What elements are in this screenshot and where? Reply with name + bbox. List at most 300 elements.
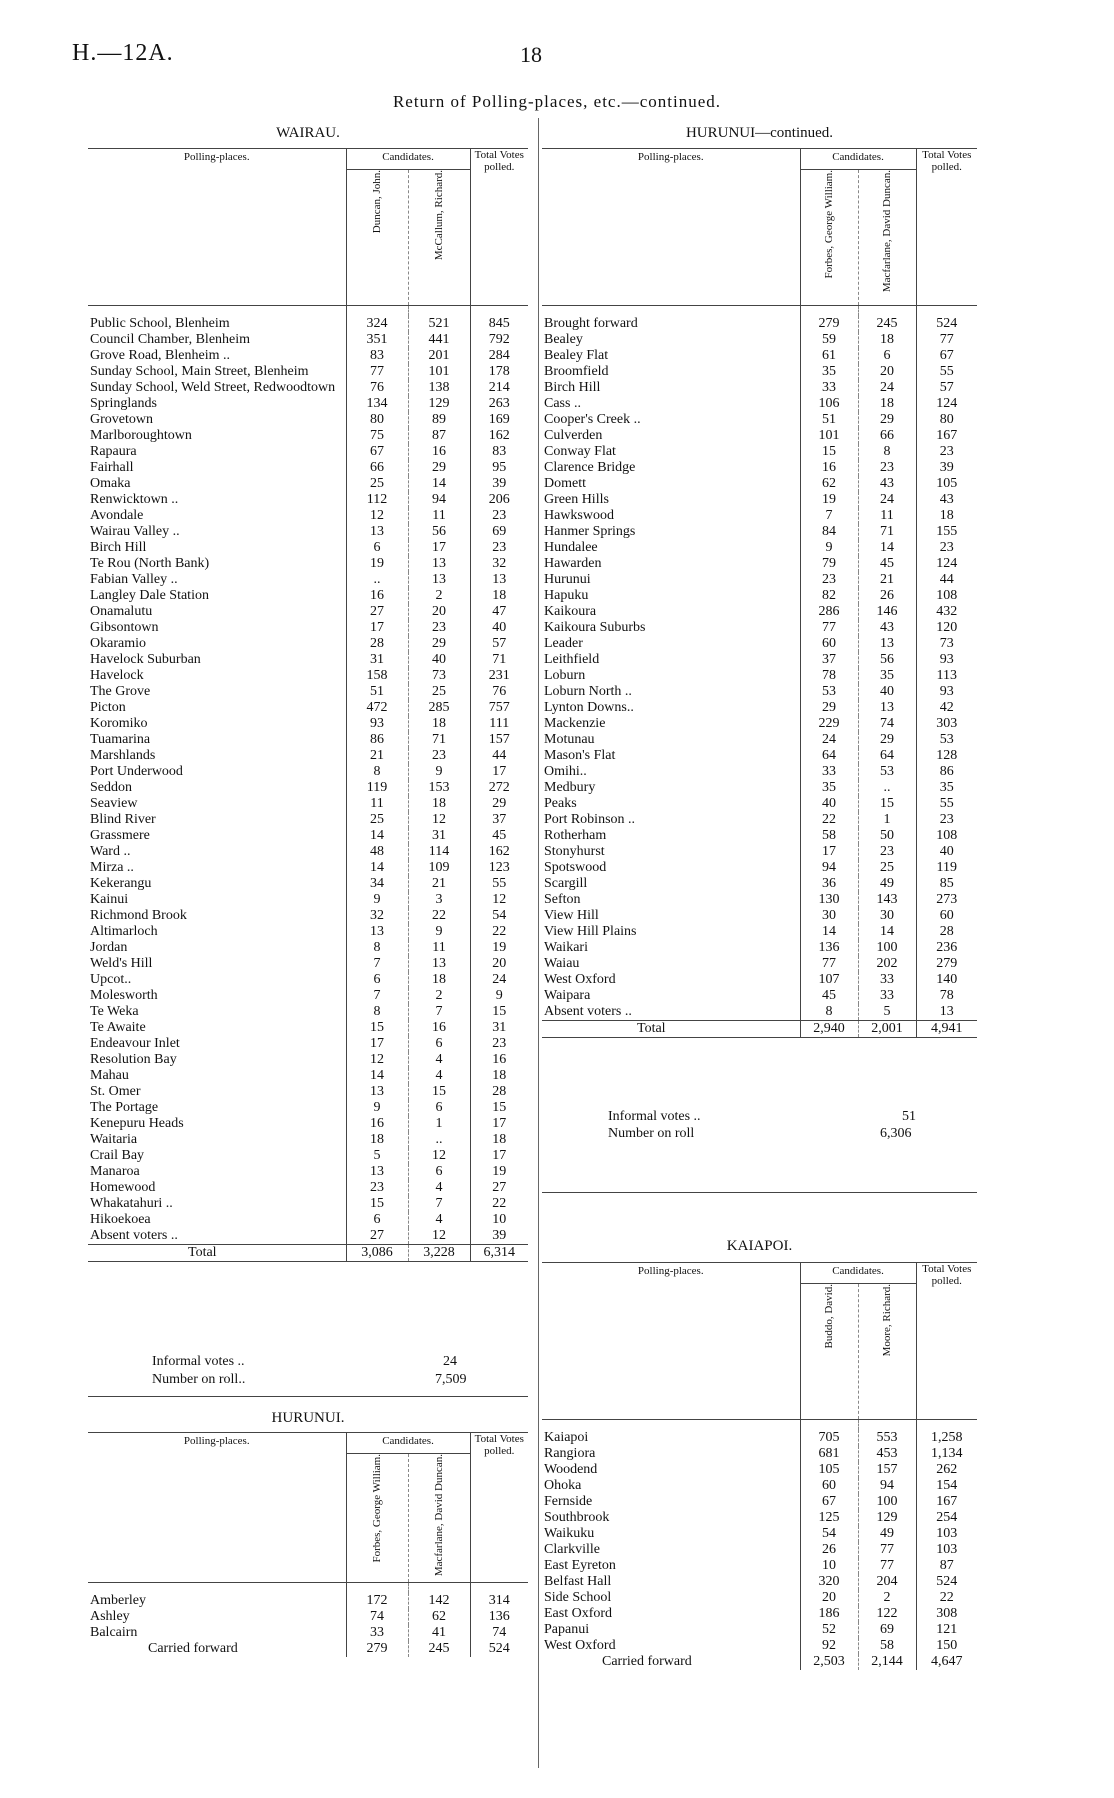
table-row bbox=[542, 892, 977, 908]
vote-cell: 845 bbox=[470, 316, 528, 332]
vote-cell: 42 bbox=[916, 700, 977, 716]
vote-cell: 16 bbox=[408, 1020, 470, 1036]
vote-cell: 69 bbox=[858, 1622, 916, 1638]
vote-cell: 13 bbox=[346, 1164, 408, 1180]
table-row bbox=[542, 540, 977, 556]
polling-place-name: Motunau bbox=[544, 732, 595, 747]
carried-cell: 524 bbox=[470, 1641, 528, 1657]
vote-cell: 73 bbox=[916, 636, 977, 652]
vote-cell: 284 bbox=[470, 348, 528, 364]
table-row bbox=[542, 780, 977, 796]
roll-value: 7,509 bbox=[435, 1372, 467, 1387]
table-row bbox=[542, 508, 977, 524]
polling-place-name: Jordan bbox=[90, 940, 128, 955]
vote-cell: 31 bbox=[408, 828, 470, 844]
polling-place-name: Mackenzie bbox=[544, 716, 606, 731]
polling-place-name: Whakatahuri .. bbox=[90, 1196, 173, 1211]
vote-cell: 66 bbox=[858, 428, 916, 444]
vote-cell: 10 bbox=[470, 1212, 528, 1228]
vote-cell: 18 bbox=[858, 332, 916, 348]
table-row bbox=[88, 1148, 528, 1164]
vote-cell: 77 bbox=[800, 620, 858, 636]
informal-value: 51 bbox=[902, 1109, 916, 1124]
vote-cell: 12 bbox=[346, 1052, 408, 1068]
vote-cell: 272 bbox=[470, 780, 528, 796]
vote-cell: 23 bbox=[800, 572, 858, 588]
vote-cell: 55 bbox=[916, 796, 977, 812]
polling-place-name: Mason's Flat bbox=[544, 748, 616, 763]
table-row bbox=[88, 444, 528, 460]
candidates-header: Candidates. bbox=[800, 1263, 916, 1284]
polling-place-name: Waiau bbox=[544, 956, 580, 971]
vote-cell: 23 bbox=[470, 508, 528, 524]
polling-place-name: Fairhall bbox=[90, 460, 134, 475]
table-row bbox=[542, 716, 977, 732]
vote-cell: 10 bbox=[800, 1558, 858, 1574]
vote-cell: 153 bbox=[408, 780, 470, 796]
table-row bbox=[88, 716, 528, 732]
table-row bbox=[88, 588, 528, 604]
vote-cell: 112 bbox=[346, 492, 408, 508]
polling-place-name: St. Omer bbox=[90, 1084, 141, 1099]
polling-place-name: Upcot.. bbox=[90, 972, 132, 987]
table-row bbox=[88, 540, 528, 556]
polling-place-name: Kaiapoi bbox=[544, 1430, 589, 1445]
vote-cell: 123 bbox=[470, 860, 528, 876]
table-row bbox=[542, 684, 977, 700]
vote-cell: 1 bbox=[408, 1116, 470, 1132]
vote-cell: 69 bbox=[470, 524, 528, 540]
polling-place-name: Endeavour Inlet bbox=[90, 1036, 180, 1051]
polling-place-name: Southbrook bbox=[544, 1510, 610, 1525]
vote-cell: 32 bbox=[470, 556, 528, 572]
vote-cell: 122 bbox=[858, 1606, 916, 1622]
vote-cell: 17 bbox=[470, 764, 528, 780]
vote-cell: 262 bbox=[916, 1462, 977, 1478]
total-votes-header: Total Votes polled. bbox=[470, 149, 528, 306]
vote-cell: 279 bbox=[916, 956, 977, 972]
vote-cell: 32 bbox=[346, 908, 408, 924]
vote-cell: 54 bbox=[800, 1526, 858, 1542]
vote-cell: 107 bbox=[800, 972, 858, 988]
wairau-table bbox=[88, 148, 528, 1262]
vote-cell: 24 bbox=[858, 492, 916, 508]
table-row bbox=[542, 1606, 977, 1622]
vote-cell: 16 bbox=[408, 444, 470, 460]
polling-place-name: Leader bbox=[544, 636, 583, 651]
vote-cell: 11 bbox=[408, 940, 470, 956]
vote-cell: 108 bbox=[916, 828, 977, 844]
vote-cell: 12 bbox=[408, 1228, 470, 1245]
vote-cell: 8 bbox=[346, 940, 408, 956]
polling-place-name: Blind River bbox=[90, 812, 156, 827]
table-row bbox=[542, 1574, 977, 1590]
vote-cell: 25 bbox=[858, 860, 916, 876]
vote-cell: 14 bbox=[858, 924, 916, 940]
vote-cell: 5 bbox=[346, 1148, 408, 1164]
vote-cell: 27 bbox=[470, 1180, 528, 1196]
vote-cell: 101 bbox=[408, 364, 470, 380]
table-row bbox=[542, 908, 977, 924]
vote-cell: 8 bbox=[800, 1004, 858, 1021]
table-row bbox=[542, 796, 977, 812]
table-row bbox=[88, 428, 528, 444]
vote-cell: 6 bbox=[346, 972, 408, 988]
vote-cell: 12 bbox=[470, 892, 528, 908]
vote-cell: 129 bbox=[858, 1510, 916, 1526]
vote-cell: 18 bbox=[408, 716, 470, 732]
vote-cell: 18 bbox=[408, 972, 470, 988]
vote-cell: 25 bbox=[346, 812, 408, 828]
polling-place-name: Onamalutu bbox=[90, 604, 153, 619]
vote-cell: 757 bbox=[470, 700, 528, 716]
vote-cell: 44 bbox=[470, 748, 528, 764]
vote-cell: 263 bbox=[470, 396, 528, 412]
vote-cell: 432 bbox=[916, 604, 977, 620]
vote-cell: 83 bbox=[346, 348, 408, 364]
table-row bbox=[88, 908, 528, 924]
section-rule bbox=[542, 1192, 977, 1193]
vote-cell: 29 bbox=[470, 796, 528, 812]
vote-cell: 9 bbox=[346, 1100, 408, 1116]
vote-cell: 162 bbox=[470, 844, 528, 860]
vote-cell: 26 bbox=[858, 588, 916, 604]
table-row bbox=[88, 748, 528, 764]
polling-place-name: Hawkswood bbox=[544, 508, 614, 523]
vote-cell: 12 bbox=[408, 1148, 470, 1164]
polling-place-name: Wairau Valley .. bbox=[90, 524, 180, 539]
polling-place-name: Bealey Flat bbox=[544, 348, 609, 363]
polling-place-name: Spotswood bbox=[544, 860, 607, 875]
vote-cell: 82 bbox=[800, 588, 858, 604]
vote-cell: 3 bbox=[408, 892, 470, 908]
vote-cell: 6 bbox=[408, 1100, 470, 1116]
table-row bbox=[88, 412, 528, 428]
vote-cell: 77 bbox=[858, 1542, 916, 1558]
vote-cell: 229 bbox=[800, 716, 858, 732]
polling-place-name: Mahau bbox=[90, 1068, 129, 1083]
vote-cell: 45 bbox=[470, 828, 528, 844]
vote-cell: 73 bbox=[408, 668, 470, 684]
polling-place-name: Papanui bbox=[544, 1622, 590, 1637]
table-row bbox=[542, 636, 977, 652]
vote-cell: 94 bbox=[800, 860, 858, 876]
vote-cell: 18 bbox=[408, 796, 470, 812]
table-row bbox=[88, 348, 528, 364]
vote-cell: 285 bbox=[408, 700, 470, 716]
vote-cell: 105 bbox=[800, 1462, 858, 1478]
informal-label: Informal votes .. bbox=[608, 1109, 701, 1124]
polling-place-name: View Hill Plains bbox=[544, 924, 637, 939]
total-cell: 6,314 bbox=[470, 1245, 528, 1262]
polling-place-name: Absent voters .. bbox=[544, 1004, 632, 1019]
vote-cell: 21 bbox=[346, 748, 408, 764]
polling-place-name: Okaramio bbox=[90, 636, 146, 651]
polling-place-name: The Portage bbox=[90, 1100, 159, 1115]
vote-cell: 14 bbox=[800, 924, 858, 940]
vote-cell: 28 bbox=[916, 924, 977, 940]
vote-cell: 18 bbox=[470, 1068, 528, 1084]
vote-cell: 60 bbox=[800, 636, 858, 652]
vote-cell: 121 bbox=[916, 1622, 977, 1638]
candidate-name: Forbes, George William. bbox=[371, 1454, 383, 1563]
vote-cell: 681 bbox=[800, 1446, 858, 1462]
vote-cell: 28 bbox=[470, 1084, 528, 1100]
vote-cell: 125 bbox=[800, 1510, 858, 1526]
vote-cell: 47 bbox=[470, 604, 528, 620]
vote-cell: 324 bbox=[346, 316, 408, 332]
vote-cell: 62 bbox=[408, 1609, 470, 1625]
polling-place-name: Springlands bbox=[90, 396, 157, 411]
polling-place-name: Belfast Hall bbox=[544, 1574, 612, 1589]
vote-cell: 11 bbox=[858, 508, 916, 524]
candidates-header: Candidates. bbox=[800, 149, 916, 170]
table-row bbox=[88, 636, 528, 652]
vote-cell: 18 bbox=[470, 1132, 528, 1148]
vote-cell: 13 bbox=[916, 1004, 977, 1021]
vote-cell: 7 bbox=[346, 988, 408, 1004]
table-row bbox=[542, 460, 977, 476]
polling-place-name: Culverden bbox=[544, 428, 603, 443]
polling-place-name: Omaka bbox=[90, 476, 131, 491]
vote-cell: 11 bbox=[408, 508, 470, 524]
vote-cell: 279 bbox=[800, 316, 858, 332]
polling-place-name: Rapaura bbox=[90, 444, 137, 459]
vote-cell: 19 bbox=[470, 940, 528, 956]
polling-place-name: Te Awaite bbox=[90, 1020, 146, 1035]
vote-cell: 59 bbox=[800, 332, 858, 348]
polling-place-name: West Oxford bbox=[544, 1638, 616, 1653]
polling-place-name: Amberley bbox=[90, 1593, 146, 1608]
vote-cell: 66 bbox=[346, 460, 408, 476]
vote-cell: 13 bbox=[408, 556, 470, 572]
polling-place-name: Green Hills bbox=[544, 492, 609, 507]
vote-cell: 48 bbox=[346, 844, 408, 860]
vote-cell: 103 bbox=[916, 1542, 977, 1558]
table-row bbox=[88, 988, 528, 1004]
total-label: Total bbox=[542, 1021, 800, 1038]
table-row bbox=[542, 940, 977, 956]
vote-cell: 17 bbox=[408, 540, 470, 556]
vote-cell: 77 bbox=[916, 332, 977, 348]
table-row bbox=[88, 700, 528, 716]
vote-cell: 100 bbox=[858, 1494, 916, 1510]
polling-place-name: Hundalee bbox=[544, 540, 598, 555]
vote-cell: 75 bbox=[346, 428, 408, 444]
vote-cell: 74 bbox=[858, 716, 916, 732]
vote-cell: 58 bbox=[800, 828, 858, 844]
vote-cell: 78 bbox=[916, 988, 977, 1004]
vote-cell: 56 bbox=[408, 524, 470, 540]
vote-cell: 130 bbox=[800, 892, 858, 908]
polling-place-name: Port Robinson .. bbox=[544, 812, 636, 827]
vote-cell: 13 bbox=[346, 924, 408, 940]
hurunui-cont-title: HURUNUI—continued. bbox=[685, 125, 834, 141]
vote-cell: 80 bbox=[346, 412, 408, 428]
vote-cell: 79 bbox=[800, 556, 858, 572]
vote-cell: 33 bbox=[800, 764, 858, 780]
table-row bbox=[542, 1622, 977, 1638]
table-row bbox=[88, 524, 528, 540]
vote-cell: 19 bbox=[346, 556, 408, 572]
vote-cell: 6 bbox=[858, 348, 916, 364]
vote-cell: 83 bbox=[470, 444, 528, 460]
table-row bbox=[542, 604, 977, 620]
vote-cell: 109 bbox=[408, 860, 470, 876]
polling-place-name: Havelock bbox=[90, 668, 144, 683]
carried-cell: 4,647 bbox=[916, 1654, 977, 1670]
vote-cell: 23 bbox=[470, 1036, 528, 1052]
vote-cell: 25 bbox=[346, 476, 408, 492]
table-row bbox=[88, 1609, 528, 1625]
vote-cell: 9 bbox=[470, 988, 528, 1004]
table-row bbox=[88, 860, 528, 876]
vote-cell: 93 bbox=[346, 716, 408, 732]
table-row bbox=[542, 668, 977, 684]
polling-place-name: Sefton bbox=[544, 892, 581, 907]
vote-cell: 169 bbox=[470, 412, 528, 428]
vote-cell: 136 bbox=[470, 1609, 528, 1625]
vote-cell: 19 bbox=[470, 1164, 528, 1180]
table-row bbox=[88, 780, 528, 796]
polling-place-name: Scargill bbox=[544, 876, 588, 891]
polling-place-name: Ashley bbox=[90, 1609, 130, 1624]
total-cell: 3,086 bbox=[346, 1245, 408, 1262]
vote-cell: 77 bbox=[346, 364, 408, 380]
vote-cell: 273 bbox=[916, 892, 977, 908]
candidate-name: Macfarlane, David Duncan. bbox=[881, 170, 893, 293]
table-row bbox=[88, 460, 528, 476]
vote-cell: 13 bbox=[408, 956, 470, 972]
table-row bbox=[88, 572, 528, 588]
wairau-title: WAIRAU. bbox=[276, 125, 340, 141]
vote-cell: 49 bbox=[858, 1526, 916, 1542]
polling-place-name: Seddon bbox=[90, 780, 132, 795]
vote-cell: 129 bbox=[408, 396, 470, 412]
vote-cell: 236 bbox=[916, 940, 977, 956]
vote-cell: 472 bbox=[346, 700, 408, 716]
vote-cell: 14 bbox=[408, 476, 470, 492]
vote-cell: 7 bbox=[800, 508, 858, 524]
polling-place-name: East Eyreton bbox=[544, 1558, 616, 1573]
vote-cell: 303 bbox=[916, 716, 977, 732]
polling-places-header: Polling-places. bbox=[637, 151, 704, 163]
vote-cell: 553 bbox=[858, 1430, 916, 1446]
table-row bbox=[542, 732, 977, 748]
polling-place-name: Koromiko bbox=[90, 716, 148, 731]
vote-cell: 45 bbox=[858, 556, 916, 572]
vote-cell: 93 bbox=[916, 652, 977, 668]
vote-cell: 111 bbox=[470, 716, 528, 732]
polling-place-name: Balcairn bbox=[90, 1625, 138, 1640]
vote-cell: 157 bbox=[858, 1462, 916, 1478]
table-row bbox=[542, 556, 977, 572]
vote-cell: 6 bbox=[346, 540, 408, 556]
vote-cell: 17 bbox=[346, 1036, 408, 1052]
polling-place-name: Hapuku bbox=[544, 588, 589, 603]
total-cell: 2,001 bbox=[858, 1021, 916, 1038]
vote-cell: 27 bbox=[346, 604, 408, 620]
vote-cell: 4 bbox=[408, 1212, 470, 1228]
polling-place-name: Weld's Hill bbox=[90, 956, 153, 971]
polling-place-name: Leithfield bbox=[544, 652, 600, 667]
vote-cell: 76 bbox=[346, 380, 408, 396]
table-row bbox=[542, 1430, 977, 1446]
vote-cell: 206 bbox=[470, 492, 528, 508]
table-row bbox=[88, 1100, 528, 1116]
vote-cell: 67 bbox=[916, 348, 977, 364]
vote-cell: 14 bbox=[346, 1068, 408, 1084]
table-row bbox=[88, 764, 528, 780]
vote-cell: 13 bbox=[346, 524, 408, 540]
vote-cell: 521 bbox=[408, 316, 470, 332]
vote-cell: 60 bbox=[800, 1478, 858, 1494]
table-row bbox=[88, 1593, 528, 1609]
table-row bbox=[88, 556, 528, 572]
table-row bbox=[88, 796, 528, 812]
vote-cell: 162 bbox=[470, 428, 528, 444]
polling-place-name: Domett bbox=[544, 476, 586, 491]
vote-cell: 134 bbox=[346, 396, 408, 412]
vote-cell: 178 bbox=[470, 364, 528, 380]
table-row bbox=[88, 492, 528, 508]
vote-cell: 44 bbox=[916, 572, 977, 588]
vote-cell: 17 bbox=[346, 620, 408, 636]
vote-cell: 53 bbox=[916, 732, 977, 748]
table-row bbox=[542, 1494, 977, 1510]
vote-cell: 143 bbox=[858, 892, 916, 908]
column-divider bbox=[538, 118, 539, 1768]
vote-cell: 16 bbox=[346, 588, 408, 604]
vote-cell: 28 bbox=[346, 636, 408, 652]
table-row bbox=[88, 1625, 528, 1641]
table-row bbox=[542, 524, 977, 540]
table-row bbox=[88, 1036, 528, 1052]
table-row bbox=[88, 396, 528, 412]
polling-place-name: Sunday School, Main Street, Blenheim bbox=[90, 364, 309, 379]
vote-cell: 12 bbox=[346, 508, 408, 524]
vote-cell: 16 bbox=[800, 460, 858, 476]
polling-place-name: Hurunui bbox=[544, 572, 591, 587]
vote-cell: 23 bbox=[470, 540, 528, 556]
vote-cell: 2 bbox=[408, 988, 470, 1004]
polling-places-header: Polling-places. bbox=[637, 1265, 704, 1277]
polling-place-name: Rangiora bbox=[544, 1446, 596, 1461]
polling-place-name: Homewood bbox=[90, 1180, 156, 1195]
table-row bbox=[88, 508, 528, 524]
vote-cell: 167 bbox=[916, 1494, 977, 1510]
total-votes-header: Total Votes polled. bbox=[916, 1263, 977, 1420]
vote-cell: 100 bbox=[858, 940, 916, 956]
roll-label: Number on roll bbox=[608, 1126, 695, 1141]
vote-cell: 14 bbox=[858, 540, 916, 556]
vote-cell: 22 bbox=[408, 908, 470, 924]
vote-cell: .. bbox=[858, 780, 916, 796]
vote-cell: 62 bbox=[800, 476, 858, 492]
table-row bbox=[542, 828, 977, 844]
polling-place-name: Woodend bbox=[544, 1462, 598, 1477]
vote-cell: 40 bbox=[916, 844, 977, 860]
vote-cell: 1 bbox=[858, 812, 916, 828]
vote-cell: 29 bbox=[408, 636, 470, 652]
vote-cell: 86 bbox=[346, 732, 408, 748]
vote-cell: 29 bbox=[408, 460, 470, 476]
vote-cell: 77 bbox=[858, 1558, 916, 1574]
vote-cell: 93 bbox=[916, 684, 977, 700]
vote-cell: 74 bbox=[470, 1625, 528, 1641]
vote-cell: 140 bbox=[916, 972, 977, 988]
vote-cell: 113 bbox=[916, 668, 977, 684]
